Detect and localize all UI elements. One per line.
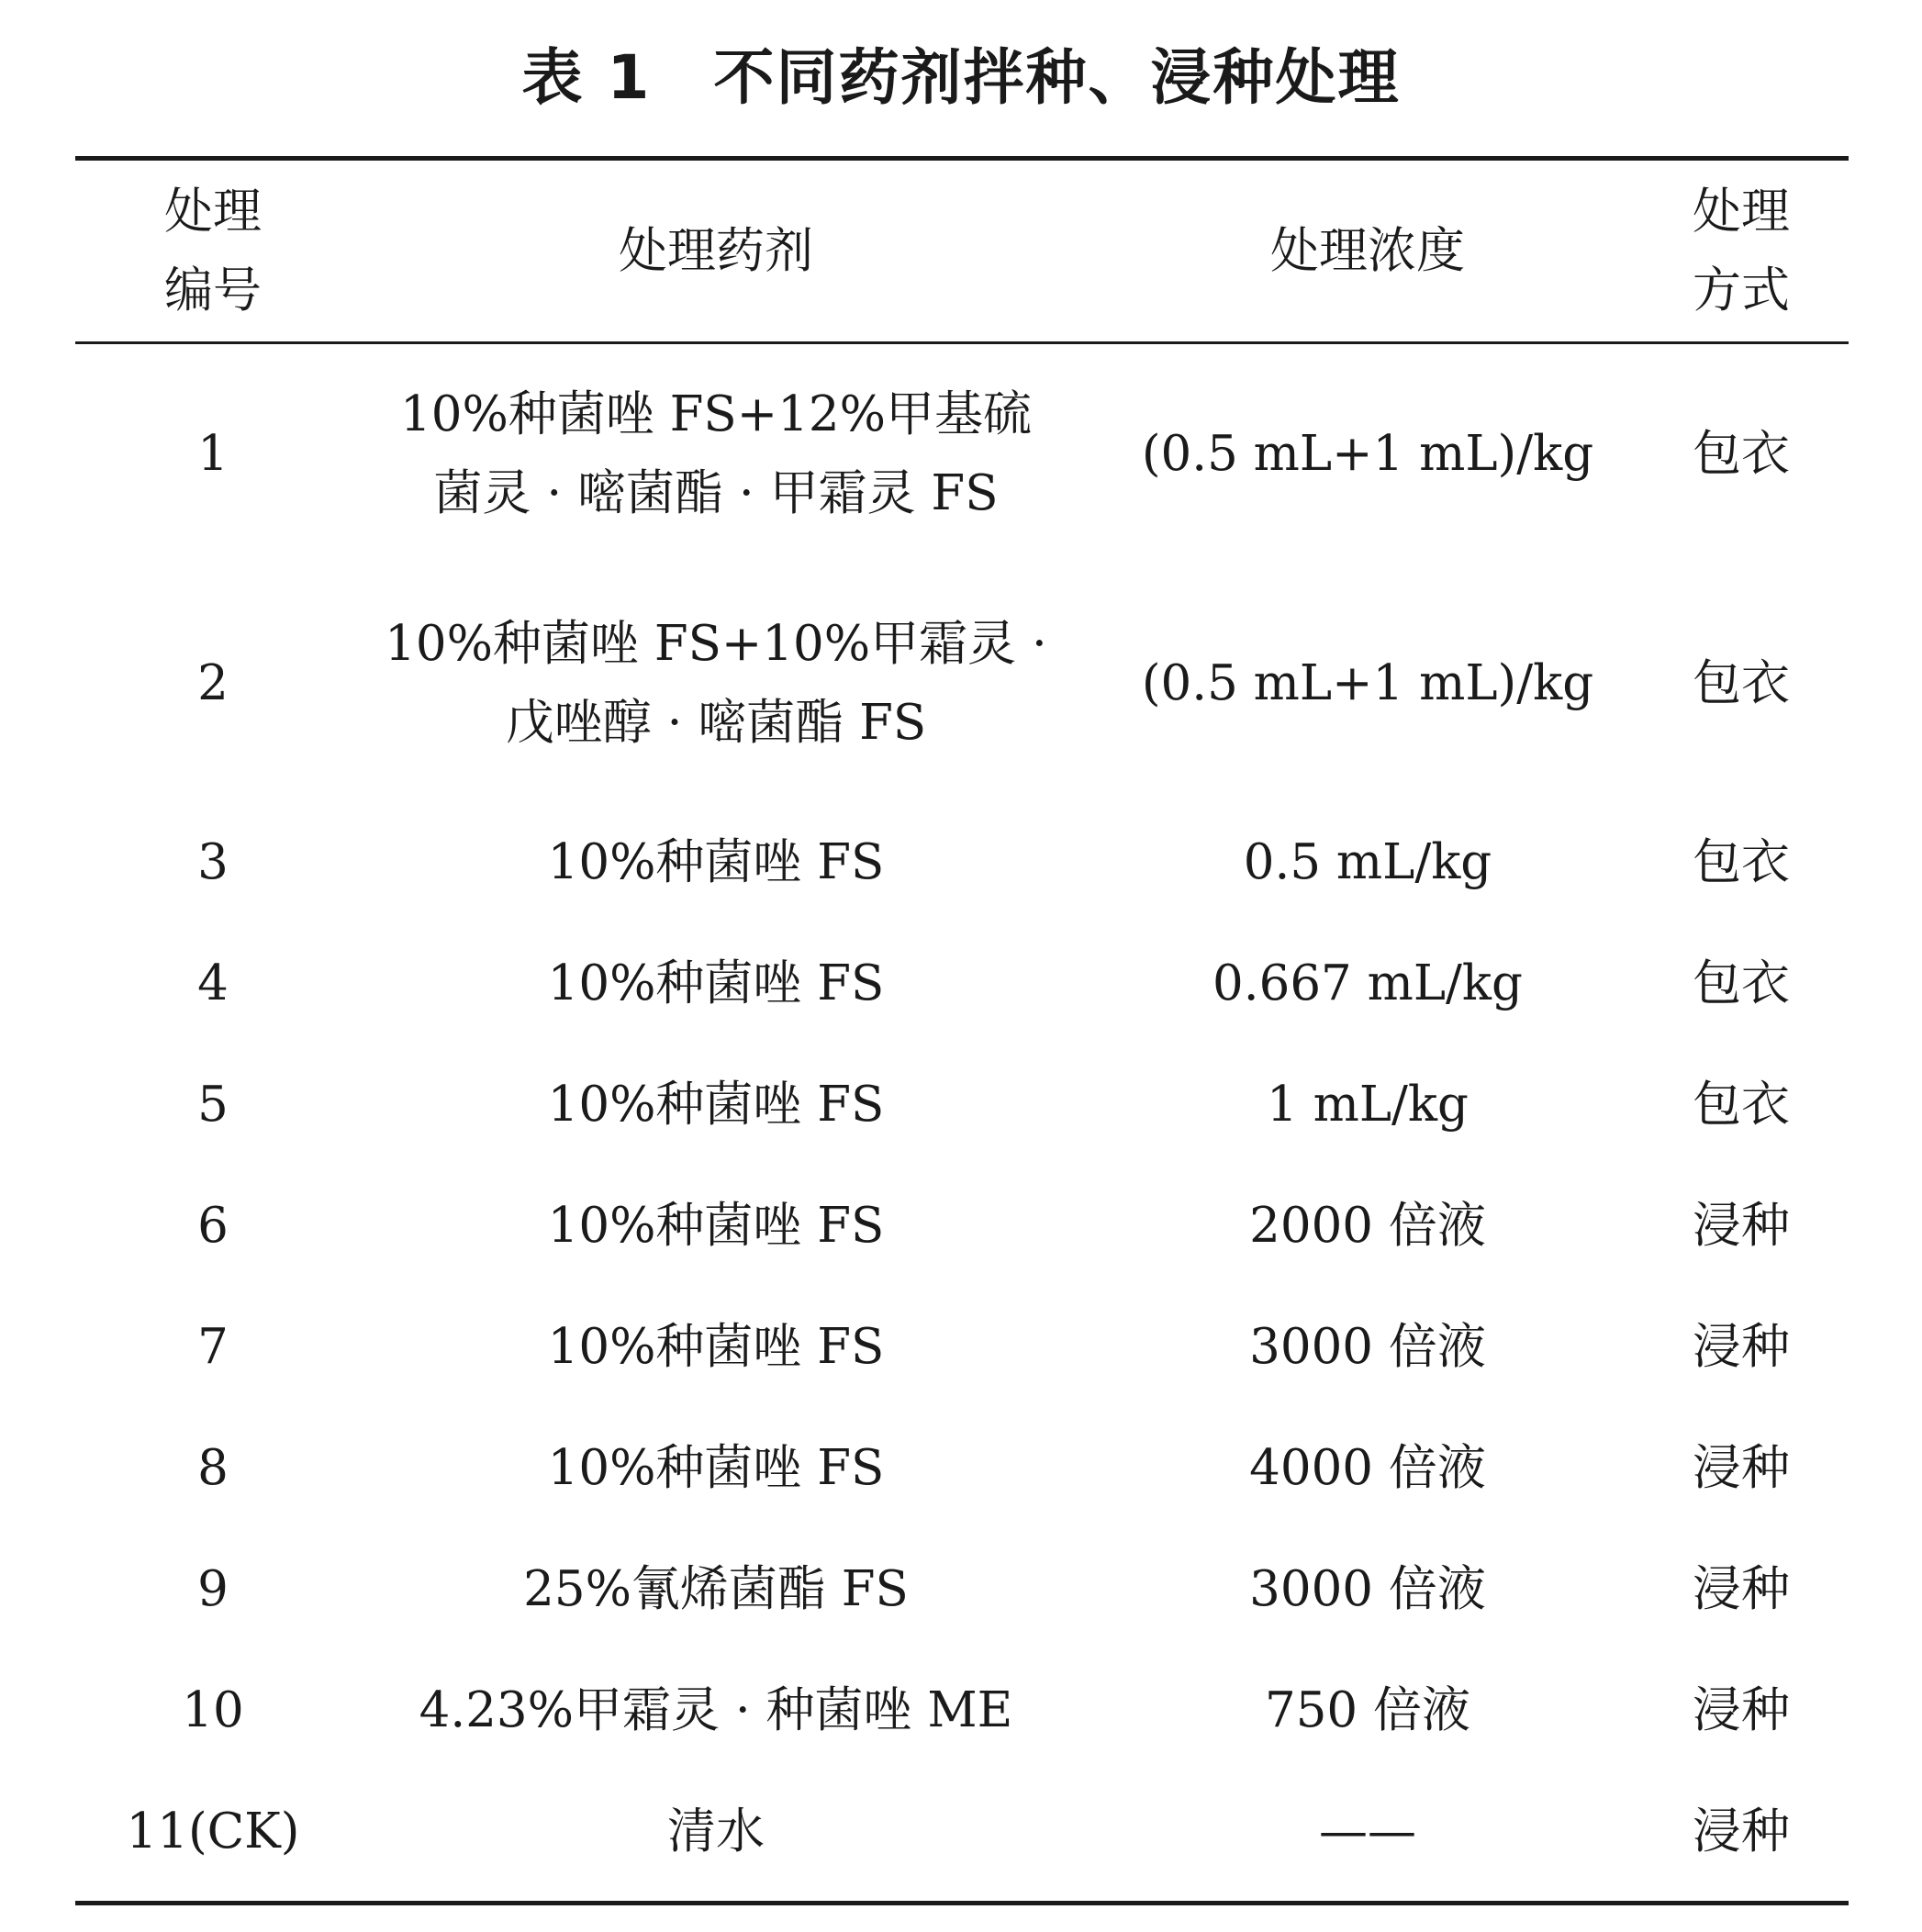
row-10-agent [321, 1663, 1111, 1759]
header-agent [321, 167, 1111, 336]
row-6-mode-text: 浸种 [1693, 1198, 1790, 1254]
row-5-concentration [1083, 1057, 1652, 1153]
row-1-mode [1634, 376, 1849, 532]
row-7-mode [1634, 1300, 1849, 1395]
row-11-agent-text: 清水 [667, 1804, 765, 1859]
row-2-concentration-text: (0.5 mL+1 mL)/kg [1141, 655, 1594, 711]
row-2-mode-text: 包衣 [1693, 655, 1790, 711]
row-3-num [75, 815, 351, 910]
row-7-agent [321, 1300, 1111, 1395]
header-num-line-2: 编号 [164, 262, 262, 318]
row-8-concentration-text: 4000 倍液 [1249, 1440, 1486, 1496]
row-7-concentration [1083, 1300, 1652, 1395]
row-2-concentration [1083, 606, 1652, 762]
row-7-agent-text: 10%种菌唑 FS [547, 1319, 885, 1375]
row-11-mode [1634, 1784, 1849, 1880]
row-11-concentration [1083, 1784, 1652, 1880]
row-11-num-text: 11(CK) [126, 1804, 300, 1859]
top-rule [75, 156, 1849, 161]
row-2-num [75, 606, 351, 762]
row-4-agent-text: 10%种菌唑 FS [547, 955, 885, 1011]
row-1-agent-text-1: 10%种菌唑 FS+12%甲基硫 [400, 386, 1032, 442]
row-5-num [75, 1057, 351, 1153]
row-1-agent-text-2: 菌灵 · 嘧菌酯 · 甲霜灵 FS [433, 465, 999, 521]
row-1-num-text: 1 [197, 426, 229, 482]
row-4-num [75, 936, 351, 1032]
row-2-agent [321, 606, 1111, 762]
row-2-agent-text-1: 10%种菌唑 FS+10%甲霜灵 · [385, 616, 1047, 672]
row-5-mode [1634, 1057, 1849, 1153]
row-1-concentration-text: (0.5 mL+1 mL)/kg [1141, 426, 1594, 482]
row-8-num-text: 8 [197, 1440, 229, 1496]
row-11-mode-text: 浸种 [1693, 1804, 1790, 1859]
header-num [75, 167, 351, 336]
row-7-mode-text: 浸种 [1693, 1319, 1790, 1375]
row-9-agent-text: 25%氰烯菌酯 FS [523, 1561, 909, 1617]
row-9-num [75, 1542, 351, 1637]
table-title: 表 1 不同药剂拌种、浸种处理 [521, 42, 1401, 113]
row-4-mode-text: 包衣 [1693, 955, 1790, 1011]
row-2-mode [1634, 606, 1849, 762]
row-3-concentration [1083, 815, 1652, 910]
row-9-concentration-text: 3000 倍液 [1249, 1561, 1486, 1617]
row-4-concentration-text: 0.667 mL/kg [1212, 955, 1523, 1011]
row-10-mode [1634, 1663, 1849, 1759]
row-8-mode [1634, 1421, 1849, 1516]
row-8-mode-text: 浸种 [1693, 1440, 1790, 1496]
row-10-agent-text: 4.23%甲霜灵 · 种菌唑 ME [419, 1682, 1013, 1738]
header-mode-line-2: 方式 [1693, 262, 1790, 318]
header-mode [1634, 167, 1849, 336]
row-4-mode [1634, 936, 1849, 1032]
row-3-num-text: 3 [197, 834, 229, 890]
row-10-mode-text: 浸种 [1693, 1682, 1790, 1738]
row-8-num [75, 1421, 351, 1516]
row-1-mode-text: 包衣 [1693, 426, 1790, 482]
row-1-agent [321, 376, 1111, 532]
row-3-agent [321, 815, 1111, 910]
row-9-agent [321, 1542, 1111, 1637]
row-2-num-text: 2 [197, 655, 229, 711]
row-4-agent [321, 936, 1111, 1032]
row-9-mode [1634, 1542, 1849, 1637]
row-11-num [75, 1784, 351, 1880]
row-6-mode [1634, 1178, 1849, 1274]
bottom-rule [75, 1901, 1849, 1905]
row-6-agent [321, 1178, 1111, 1274]
row-3-agent-text: 10%种菌唑 FS [547, 834, 885, 890]
row-6-num [75, 1178, 351, 1274]
header-agent-label: 处理药剂 [619, 223, 813, 279]
row-3-mode-text: 包衣 [1693, 834, 1790, 890]
row-7-concentration-text: 3000 倍液 [1249, 1319, 1486, 1375]
row-8-agent-text: 10%种菌唑 FS [547, 1440, 885, 1496]
header-rule [75, 341, 1849, 344]
row-4-concentration [1083, 936, 1652, 1032]
row-7-num [75, 1300, 351, 1395]
row-11-agent [321, 1784, 1111, 1880]
row-6-num-text: 6 [197, 1198, 229, 1254]
row-1-concentration [1083, 376, 1652, 532]
row-8-agent [321, 1421, 1111, 1516]
row-6-concentration [1083, 1178, 1652, 1274]
row-10-concentration [1083, 1663, 1652, 1759]
row-10-num [75, 1663, 351, 1759]
row-10-num-text: 10 [182, 1682, 244, 1738]
row-5-agent-text: 10%种菌唑 FS [547, 1077, 885, 1133]
row-11-concentration-text: —— [1319, 1804, 1416, 1859]
row-3-mode [1634, 815, 1849, 910]
row-8-concentration [1083, 1421, 1652, 1516]
header-num-line-1: 处理 [164, 184, 262, 240]
row-5-concentration-text: 1 mL/kg [1267, 1077, 1469, 1133]
row-10-concentration-text: 750 倍液 [1264, 1682, 1470, 1738]
row-6-concentration-text: 2000 倍液 [1249, 1198, 1486, 1254]
row-9-num-text: 9 [197, 1561, 229, 1617]
row-9-mode-text: 浸种 [1693, 1561, 1790, 1617]
row-4-num-text: 4 [197, 955, 229, 1011]
header-concentration [1083, 167, 1652, 336]
row-6-agent-text: 10%种菌唑 FS [547, 1198, 885, 1254]
row-5-num-text: 5 [197, 1077, 229, 1133]
row-3-concentration-text: 0.5 mL/kg [1243, 834, 1492, 890]
header-mode-line-1: 处理 [1693, 184, 1790, 240]
row-7-num-text: 7 [197, 1319, 229, 1375]
row-1-num [75, 376, 351, 532]
row-5-agent [321, 1057, 1111, 1153]
row-5-mode-text: 包衣 [1693, 1077, 1790, 1133]
row-9-concentration [1083, 1542, 1652, 1637]
header-concentration-label: 处理浓度 [1270, 223, 1465, 279]
row-2-agent-text-2: 戊唑醇 · 嘧菌酯 FS [505, 695, 927, 751]
